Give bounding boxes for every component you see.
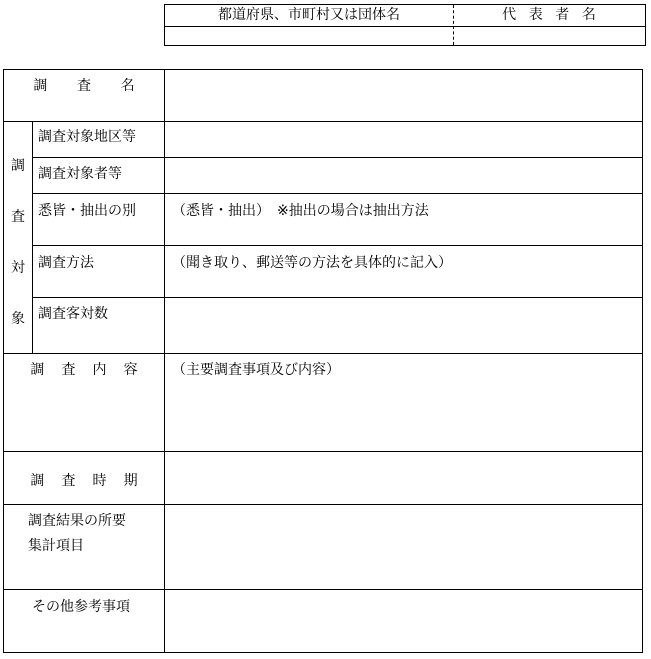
target-char-4: 象 — [11, 311, 25, 327]
row-divider — [32, 157, 642, 158]
aggregation-label-line2: 集計項目 — [28, 538, 84, 554]
row-divider — [4, 451, 642, 452]
method-label: 調査方法 — [38, 255, 94, 271]
content-note: （主要調査事項及び内容） — [172, 362, 340, 378]
aggregation-label-line1: 調査結果の所要 — [28, 513, 126, 529]
count-label: 調査客対数 — [38, 306, 108, 322]
prefecture-label: 都道府県、市町村又は団体名 — [218, 7, 400, 23]
row-divider — [32, 297, 642, 298]
target-subjects-label: 調査対象者等 — [38, 166, 122, 182]
target-char-1: 調 — [11, 158, 25, 174]
target-char-3: 対 — [11, 260, 25, 276]
representative-label: 代表者名 — [502, 7, 609, 23]
remarks-label: その他参考事項 — [32, 599, 130, 615]
row-divider — [32, 193, 642, 194]
header-table — [164, 4, 646, 46]
survey-form-table — [3, 69, 643, 653]
row-divider — [4, 504, 642, 505]
row-divider — [4, 589, 642, 590]
method-note: （聞き取り、郵送等の方法を具体的に記入） — [172, 255, 452, 271]
content-label: 調 査 内 容 — [30, 362, 144, 378]
survey-name-label: 調 査 名 — [33, 78, 148, 94]
target-area-label: 調査対象地区等 — [38, 129, 136, 145]
row-divider — [32, 245, 642, 246]
sampling-note: （悉皆・抽出） ※抽出の場合は抽出方法 — [172, 203, 429, 219]
row-divider — [4, 121, 642, 122]
survey-target-group-label — [8, 121, 28, 353]
header-row-divider — [165, 26, 645, 27]
target-group-divider — [32, 121, 33, 353]
sampling-label: 悉皆・抽出の別 — [38, 203, 136, 219]
period-label: 調 査 時 期 — [30, 473, 144, 489]
target-char-2: 査 — [11, 209, 25, 225]
row-divider — [4, 353, 642, 354]
